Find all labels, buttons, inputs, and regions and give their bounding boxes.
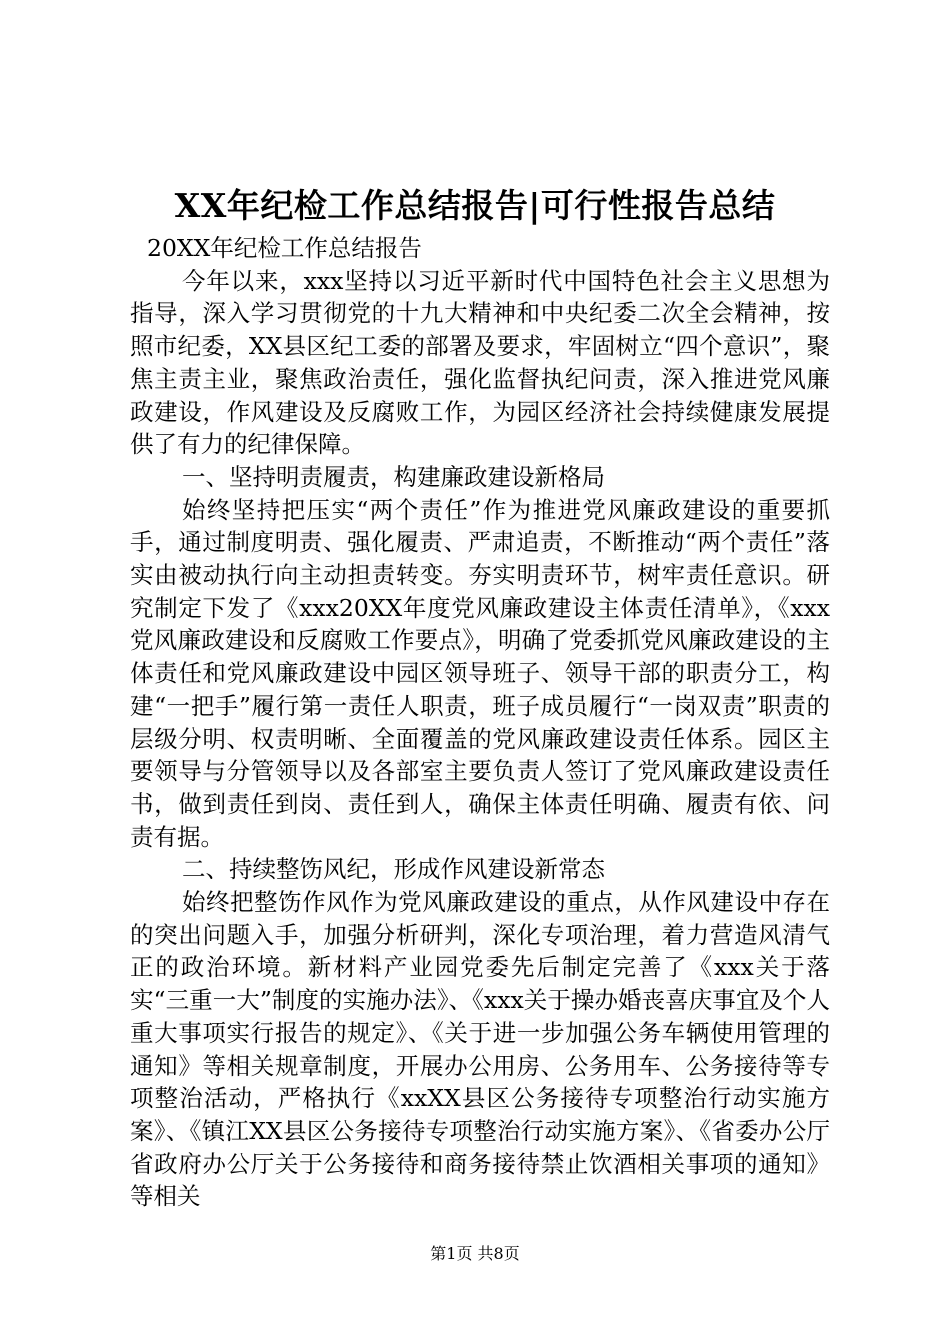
intro-paragraph: 今年以来，xxx坚持以习近平新时代中国特色社会主义思想为指导，深入学习贯彻党的十九大精神和中央纪委二次全会精神，按照市纪委，XX县区纪工委的部署及要求，牢固树立“四个意识”，聚焦主责主业，聚焦政治责任，强化监督执纪问责，深入推进党风廉政建设，作风建设及反腐败工作，为园区经济社会持续健康发展提供了有力的纪律保障。 [130, 266, 830, 459]
page-number-footer: 第1页 共8页 [430, 1244, 520, 1263]
section-2-paragraph: 始终把整饬作风作为党风廉政建设的重点，从作风建设中存在的突出问题入手，加强分析研判，深化专项治理，着力营造风清气正的政治环境。新材料产业园党委先后制定完善了《xxx关于落实“三重一大”制度的实施办法》、《xxx关于操办婚丧喜庆事宜及个人重大事项实行报告的规定》、《关于进一步加强公务车辆使用管理的通知》等相关规章制度，开展办公用房、公务用车、公务接待等专项整治活动，严格执行《xxXX县区公务接待专项整治行动实施方案》、《镇江XX县区公务接待专项整治行动实施方案》、《省委办公厅省政府办公厅关于公务接待和商务接待禁止饮酒相关事项的通知》等相关 [130, 888, 830, 1211]
document-body [130, 232, 830, 1213]
section-heading-1: 一、坚持明责履责，构建廉政建设新格局 [182, 462, 605, 491]
section-1-paragraph: 始终坚持把压实“两个责任”作为推进党风廉政建设的重要抓手，通过制度明责、强化履责、严肃追责，不断推动“两个责任”落实由被动执行向主动担责转变。夯实明责环节，树牢责任意识。研究制定下发了《xxx20XX年度党风廉政建设主体责任清单》，《xxx党风廉政建设和反腐败工作要点》，明确了党委抓党风廉政建设的主体责任和党风廉政建设中园区领导班子、领导干部的职责分工，构建“一把手”履行第一责任人职责，班子成员履行“一岗双责”职责的层级分明、权责明晰、全面覆盖的党风廉政建设责任体系。园区主要领导与分管领导以及各部室主要负责人签订了党风廉政建设责任书，做到责任到岗、责任到人，确保主体责任明确、履责有依、问责有据。 [130, 495, 830, 851]
section-heading-2: 二、持续整饬风纪，形成作风建设新常态 [182, 855, 605, 884]
document-title: XX年纪检工作总结报告|可行性报告总结 [174, 186, 776, 225]
report-subtitle: 20XX年纪检工作总结报告 [147, 234, 422, 262]
